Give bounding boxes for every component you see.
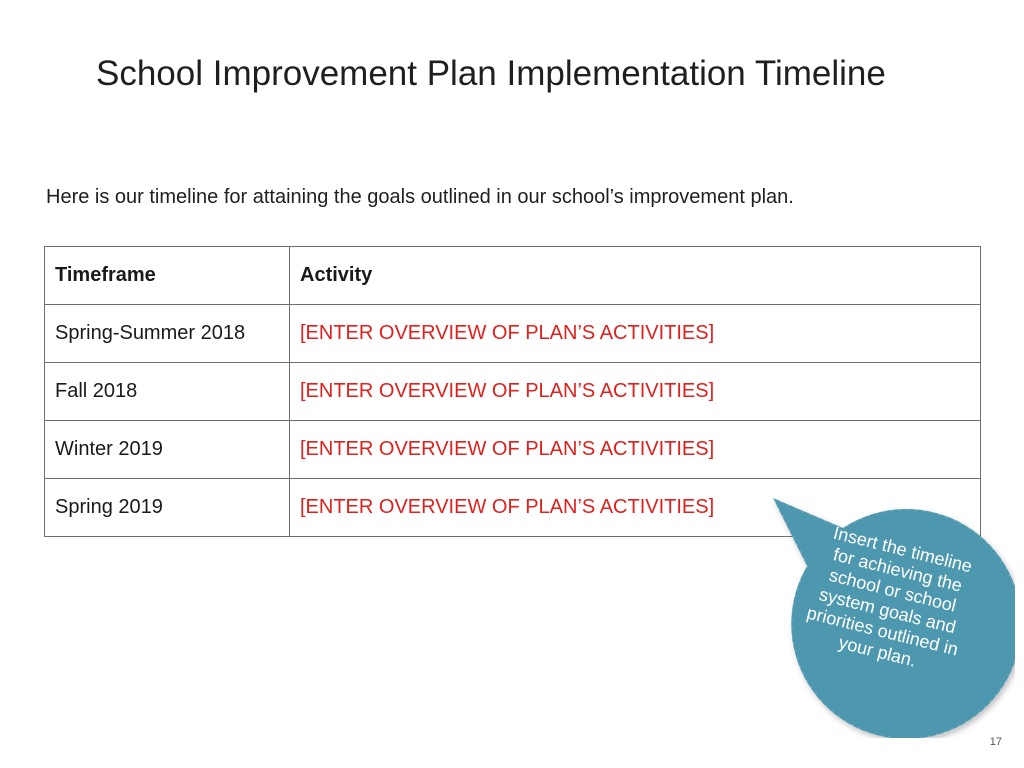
intro-text: Here is our timeline for attaining the goals outlined in our school’s improvement plan. bbox=[46, 186, 794, 208]
table-row bbox=[45, 305, 981, 363]
timeframe-cell: Spring-Summer 2018 bbox=[45, 305, 290, 363]
slide-title: School Improvement Plan Implementation Timeline bbox=[96, 54, 886, 93]
header-activity: Activity bbox=[290, 247, 981, 305]
callout-text: Insert the timeline for achieving the school or school system goals and priorities outlined in your plan. bbox=[804, 522, 975, 671]
timeframe-cell: Spring 2019 bbox=[45, 479, 290, 537]
header-timeframe: Timeframe bbox=[45, 247, 290, 305]
timeframe-cell: Winter 2019 bbox=[45, 421, 290, 479]
table-row bbox=[45, 363, 981, 421]
timeframe-cell: Fall 2018 bbox=[45, 363, 290, 421]
page-number: 17 bbox=[989, 736, 1002, 748]
activity-cell[interactable]: [ENTER OVERVIEW OF PLAN’S ACTIVITIES] bbox=[290, 479, 981, 537]
activity-cell[interactable]: [ENTER OVERVIEW OF PLAN’S ACTIVITIES] bbox=[290, 363, 981, 421]
activity-cell[interactable]: [ENTER OVERVIEW OF PLAN’S ACTIVITIES] bbox=[290, 305, 981, 363]
table-row bbox=[45, 421, 981, 479]
table-header-row bbox=[45, 247, 981, 305]
callout-bubble bbox=[765, 488, 1015, 738]
activity-cell[interactable]: [ENTER OVERVIEW OF PLAN’S ACTIVITIES] bbox=[290, 421, 981, 479]
